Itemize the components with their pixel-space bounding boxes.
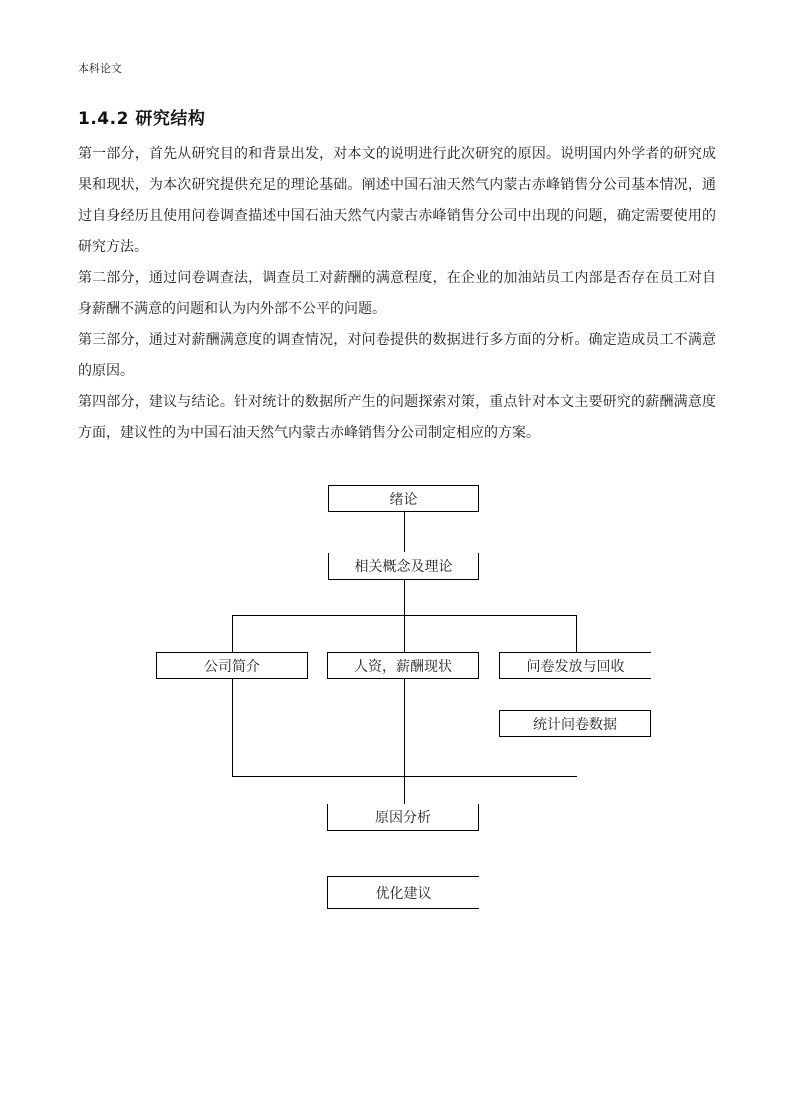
paragraph-part-3: 第三部分，通过对薪酬满意度的调查情况，对问卷提供的数据进行多方面的分析。确定造成员工不满意的原因。	[78, 332, 716, 379]
paragraph-part-1: 第一部分，首先从研究目的和背景出发，对本文的说明进行此次研究的原因。说明国内外学者的研究成果和现状，为本次研究提供充足的理论基础。阐述中国石油天然气内蒙古赤峰销售分公司基本情况，通过自身经历且使用问卷调查描述中国石油天然气内蒙古赤峰销售分公司中出现的问题，确定需要使用的研究方法。	[78, 146, 716, 255]
hr-salary-status-box: 人资，薪酬现状	[327, 652, 479, 679]
middle-to-merge-line	[404, 679, 405, 804]
connector-concepts-to-branch	[404, 580, 405, 615]
branch-middle-down	[404, 615, 405, 652]
optimization-suggestions-box: 优化建议	[327, 876, 479, 909]
section-title: 1.4.2 研究结构	[78, 109, 206, 129]
paragraph-part-4: 第四部分，建议与结论。针对统计的数据所产生的问题探索对策，重点针对本文主要研究的薪酬满意度方面，建议性的为中国石油天然气内蒙古赤峰销售分公司制定相应的方案。	[78, 394, 716, 441]
concepts-theory-box: 相关概念及理论	[328, 553, 479, 580]
connector-intro-to-concepts	[404, 511, 405, 552]
company-profile-box: 公司简介	[156, 652, 308, 679]
page-header: 本科论文	[78, 62, 122, 75]
left-to-merge-line	[232, 679, 233, 776]
questionnaire-distribution-box: 问卷发放与回收	[499, 652, 651, 679]
merge-bottom-line	[232, 776, 577, 777]
cause-analysis-box: 原因分析	[327, 804, 479, 831]
branch-right-down	[576, 615, 577, 652]
paragraph-part-2: 第二部分，通过问卷调查法，调查员工对薪酬的满意程度，在企业的加油站员工内部是否存在员工对自身薪酬不满意的问题和认为内外部不公平的问题。	[78, 270, 716, 317]
questionnaire-statistics-box: 统计问卷数据	[499, 710, 651, 737]
introduction-box: 绪论	[328, 485, 479, 512]
branch-left-down	[232, 615, 233, 652]
